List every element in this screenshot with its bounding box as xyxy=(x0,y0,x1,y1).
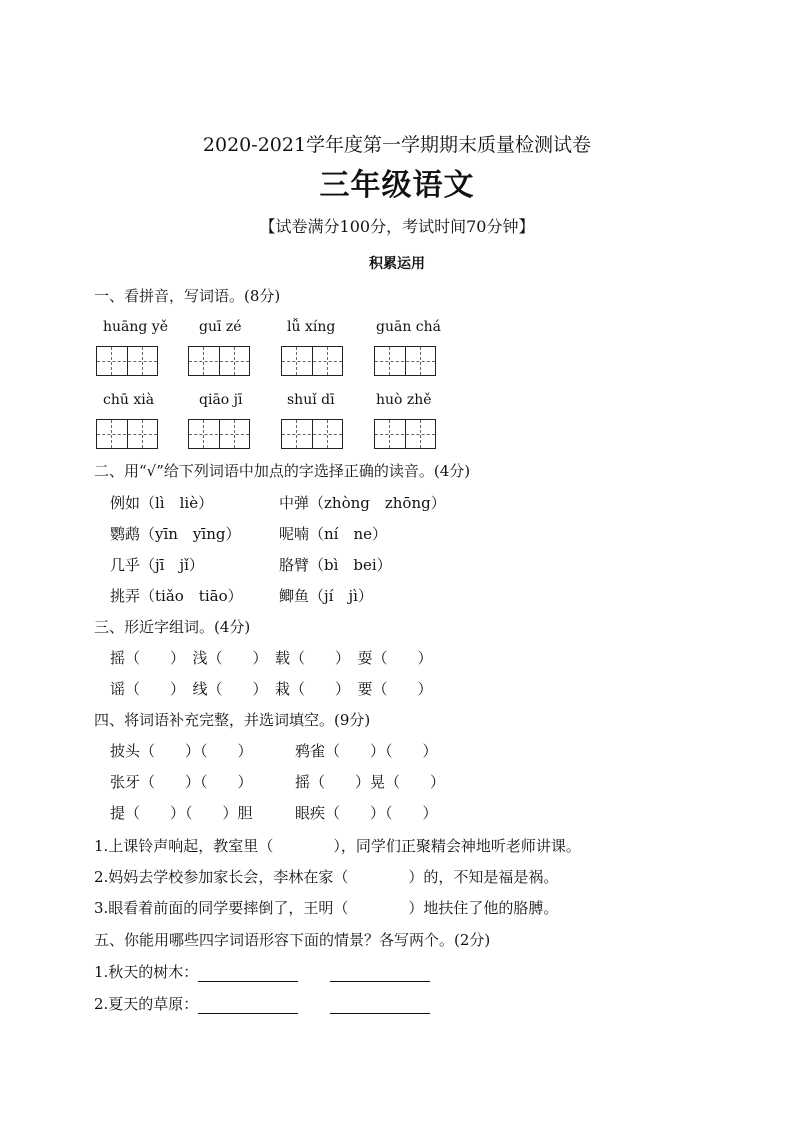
q4-item[interactable]: 提（ ）（ ）胆 xyxy=(110,804,253,822)
tianzige-box[interactable] xyxy=(96,346,158,376)
q4-item[interactable]: 披头（ ）（ ） xyxy=(110,742,253,760)
q3-row-1[interactable]: 摇（ ） 浅（ ） 载（ ） 耍（ ） xyxy=(110,649,433,667)
q4-item[interactable]: 张牙（ ）（ ） xyxy=(110,773,253,791)
tianzige-box[interactable] xyxy=(374,419,436,449)
q4-item[interactable]: 摇（ ）晃（ ） xyxy=(295,773,446,791)
pinyin-2: guī zé xyxy=(199,319,242,335)
q4-item[interactable]: 眼疾（ ）（ ） xyxy=(295,804,438,822)
pinyin-5: chū xià xyxy=(103,392,155,408)
exam-note: 【试卷满分100分，考试时间70分钟】 xyxy=(259,217,535,236)
answer-line[interactable] xyxy=(198,997,298,1014)
pinyin-3: lǚ xíng xyxy=(287,319,336,335)
q4-sentence-3[interactable]: 3.眼看着前面的同学要摔倒了，王明（ ）地扶住了他的胳膊。 xyxy=(94,899,559,917)
q3-heading: 三、形近字组词。(4分) xyxy=(94,618,251,636)
q2-item[interactable]: 中弹（zhòng zhōng） xyxy=(279,494,446,512)
q2-item[interactable]: 例如（lì liè） xyxy=(110,494,214,512)
q4-sentence-1[interactable]: 1.上课铃声响起，教室里（ ），同学们正聚精会神地听老师讲课。 xyxy=(94,837,581,855)
q2-heading: 二、用“√”给下列词语中加点的字选择正确的读音。(4分) xyxy=(94,462,471,480)
q5-item-1-label: 1.秋天的树木： xyxy=(94,963,199,981)
pinyin-6: qiāo jī xyxy=(199,392,243,408)
tianzige-box[interactable] xyxy=(188,419,250,449)
section-title: 积累运用 xyxy=(369,256,425,272)
q2-item[interactable]: 鲫鱼（jí jì） xyxy=(279,587,373,605)
subject-title: 三年级语文 xyxy=(319,168,475,203)
pinyin-4: guān chá xyxy=(376,319,441,335)
q4-sentence-2[interactable]: 2.妈妈去学校参加家长会，李林在家（ ）的，不知是福是祸。 xyxy=(94,868,559,886)
tianzige-box[interactable] xyxy=(188,346,250,376)
answer-line[interactable] xyxy=(330,965,430,982)
tianzige-box[interactable] xyxy=(281,419,343,449)
q4-item[interactable]: 鸦雀（ ）（ ） xyxy=(295,742,438,760)
q2-item[interactable]: 鹦鹉（yīn yīng） xyxy=(110,525,241,543)
q5-item-1 xyxy=(94,962,430,982)
q3-row-2[interactable]: 谣（ ） 线（ ） 栽（ ） 要（ ） xyxy=(110,680,433,698)
q5-item-2 xyxy=(94,994,430,1014)
q4-heading: 四、将词语补充完整，并选词填空。(9分) xyxy=(94,711,371,729)
pinyin-8: huò zhě xyxy=(376,392,432,408)
answer-line[interactable] xyxy=(198,965,298,982)
q2-item[interactable]: 胳臂（bì bei） xyxy=(279,556,392,574)
q5-item-2-label: 2.夏天的草原： xyxy=(94,995,199,1013)
tianzige-box[interactable] xyxy=(374,346,436,376)
q2-item[interactable]: 几乎（jī jǐ） xyxy=(110,556,204,574)
exam-title: 2020-2021学年度第一学期期末质量检测试卷 xyxy=(202,134,592,156)
pinyin-1: huāng yě xyxy=(103,319,169,335)
q2-item[interactable]: 呢喃（ní ne） xyxy=(279,525,387,543)
tianzige-box[interactable] xyxy=(96,419,158,449)
answer-line[interactable] xyxy=(330,997,430,1014)
q1-heading: 一、看拼音，写词语。(8分) xyxy=(94,287,281,305)
q2-item[interactable]: 挑弄（tiǎo tiāo） xyxy=(110,587,243,605)
q5-heading: 五、你能用哪些四字词语形容下面的情景？各写两个。(2分) xyxy=(94,931,491,949)
tianzige-box[interactable] xyxy=(281,346,343,376)
pinyin-7: shuǐ dī xyxy=(287,392,335,408)
